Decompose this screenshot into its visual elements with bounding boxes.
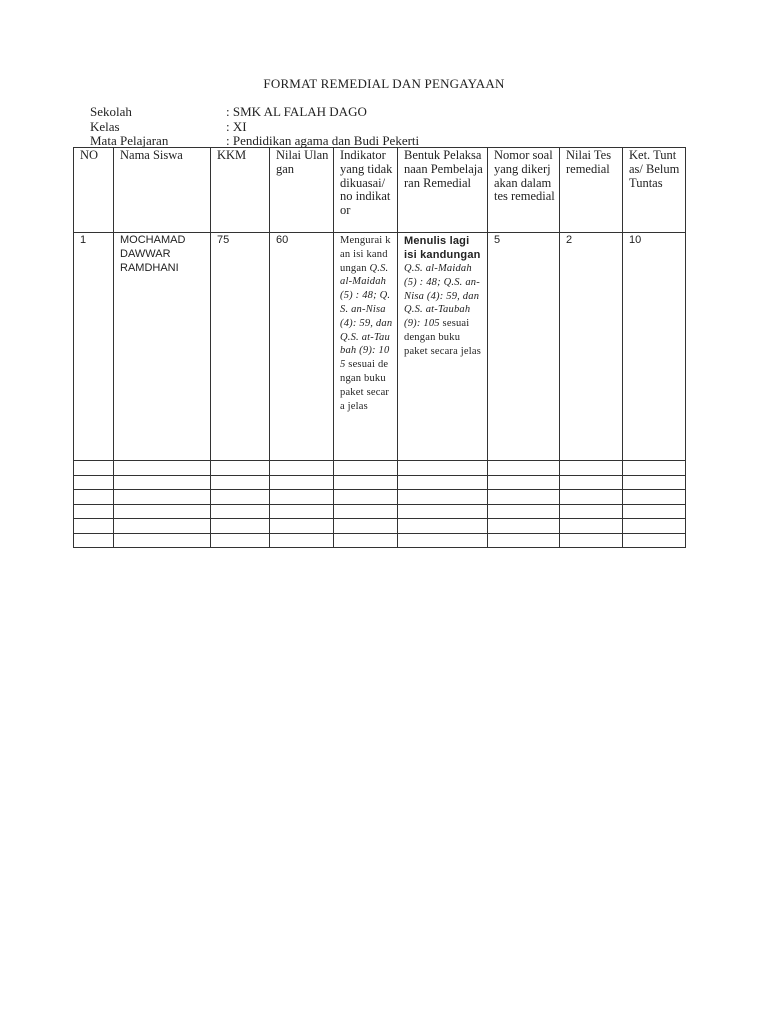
empty-cell — [74, 490, 114, 505]
empty-cell — [560, 475, 623, 490]
empty-cell — [211, 519, 270, 534]
meta-row-sekolah — [90, 105, 419, 120]
cell-ket: 10 — [623, 233, 686, 461]
empty-cell — [114, 490, 211, 505]
empty-cell — [623, 475, 686, 490]
empty-cell — [211, 490, 270, 505]
header-indikator: Indikator yang tidak dikuasai/ no indikator — [334, 148, 398, 233]
empty-cell — [398, 533, 488, 548]
empty-cell — [270, 533, 334, 548]
empty-cell — [270, 504, 334, 519]
empty-cell — [560, 519, 623, 534]
empty-cell — [488, 504, 560, 519]
empty-cell — [114, 519, 211, 534]
cell-no: 1 — [74, 233, 114, 461]
header-bentuk-pelaksanaan: Bentuk Pelaksanaan Pembelajaran Remedial — [398, 148, 488, 233]
bentuk-text: Menulis lagi isi kandungan — [404, 235, 481, 261]
empty-cell — [560, 461, 623, 476]
empty-cell — [211, 461, 270, 476]
empty-cell — [334, 519, 398, 534]
empty-cell — [270, 490, 334, 505]
header-nama-siswa: Nama Siswa — [114, 148, 211, 233]
cell-kkm: 75 — [211, 233, 270, 461]
table-header-row — [74, 148, 686, 233]
empty-cell — [270, 519, 334, 534]
empty-cell — [74, 533, 114, 548]
empty-cell — [398, 461, 488, 476]
empty-cell — [334, 475, 398, 490]
empty-row — [74, 504, 686, 519]
empty-row — [74, 490, 686, 505]
empty-row — [74, 533, 686, 548]
header-ket: Ket. Tuntas/ Belum Tuntas — [623, 148, 686, 233]
empty-cell — [623, 519, 686, 534]
empty-cell — [74, 475, 114, 490]
empty-cell — [114, 533, 211, 548]
cell-nomor-soal: 5 — [488, 233, 560, 461]
empty-row — [74, 475, 686, 490]
empty-cell — [334, 461, 398, 476]
empty-cell — [488, 519, 560, 534]
empty-cell — [334, 490, 398, 505]
cell-nilai: 60 — [270, 233, 334, 461]
remedial-table — [73, 147, 686, 548]
empty-cell — [334, 533, 398, 548]
meta-label: Sekolah — [90, 104, 132, 119]
empty-cell — [560, 533, 623, 548]
empty-cell — [488, 461, 560, 476]
header-kkm: KKM — [211, 148, 270, 233]
header-no: NO — [74, 148, 114, 233]
empty-cell — [623, 533, 686, 548]
empty-cell — [74, 519, 114, 534]
meta-value: : Pendidikan agama dan Budi Pekerti — [226, 133, 420, 148]
empty-cell — [398, 504, 488, 519]
header-nilai-ulangan: Nilai Ulangan — [270, 148, 334, 233]
document-title: FORMAT REMEDIAL DAN PENGAYAAN — [263, 76, 505, 91]
cell-nama: MOCHAMAD DAWWAR RAMDHANI — [114, 233, 211, 461]
empty-cell — [114, 461, 211, 476]
indikator-text: Mengurai kan isi kandungan — [340, 235, 391, 274]
empty-cell — [623, 490, 686, 505]
indikator-surah: Q.S. al-Maidah (5) : 48; Q.S. an-Nisa (4): 59, dan Q.S. at-Taubah (9): 105 — [340, 262, 393, 371]
indikator-note: sesuai dengan buku paket secara jelas — [340, 359, 390, 412]
empty-cell — [270, 461, 334, 476]
empty-row — [74, 461, 686, 476]
empty-cell — [334, 504, 398, 519]
meta-value: : SMK AL FALAH DAGO — [226, 104, 367, 119]
empty-cell — [560, 490, 623, 505]
empty-cell — [623, 461, 686, 476]
empty-cell — [488, 533, 560, 548]
meta-label: Mata Pelajaran — [90, 133, 169, 148]
empty-cell — [560, 504, 623, 519]
table-row — [74, 233, 686, 461]
bentuk-note: sesuai dengan buku paket secara jelas — [404, 318, 482, 357]
header-nilai-tes: Nilai Tes remedial — [560, 148, 623, 233]
empty-cell — [74, 504, 114, 519]
empty-cell — [114, 504, 211, 519]
empty-cell — [398, 475, 488, 490]
empty-cell — [270, 475, 334, 490]
meta-value: : XI — [226, 118, 247, 134]
meta-row-kelas — [90, 120, 419, 135]
empty-cell — [211, 475, 270, 490]
document-meta — [90, 105, 419, 149]
empty-cell — [488, 475, 560, 490]
empty-cell — [398, 490, 488, 505]
bentuk-surah: Q.S. al-Maidah (5) : 48; Q.S. an-Nisa (4): 59, dan Q.S. at-Taubah (9): 105 — [404, 263, 480, 330]
empty-cell — [114, 475, 211, 490]
empty-row — [74, 519, 686, 534]
empty-cell — [211, 504, 270, 519]
cell-bentuk — [398, 233, 488, 461]
cell-nilai-tes: 2 — [560, 233, 623, 461]
empty-cell — [623, 504, 686, 519]
meta-label: Kelas — [90, 118, 120, 134]
empty-cell — [488, 490, 560, 505]
empty-cell — [398, 519, 488, 534]
cell-indikator — [334, 233, 398, 461]
header-nomor-soal: Nomor soal yang dikerjakan dalam tes remedial — [488, 148, 560, 233]
empty-cell — [211, 533, 270, 548]
empty-cell — [74, 461, 114, 476]
